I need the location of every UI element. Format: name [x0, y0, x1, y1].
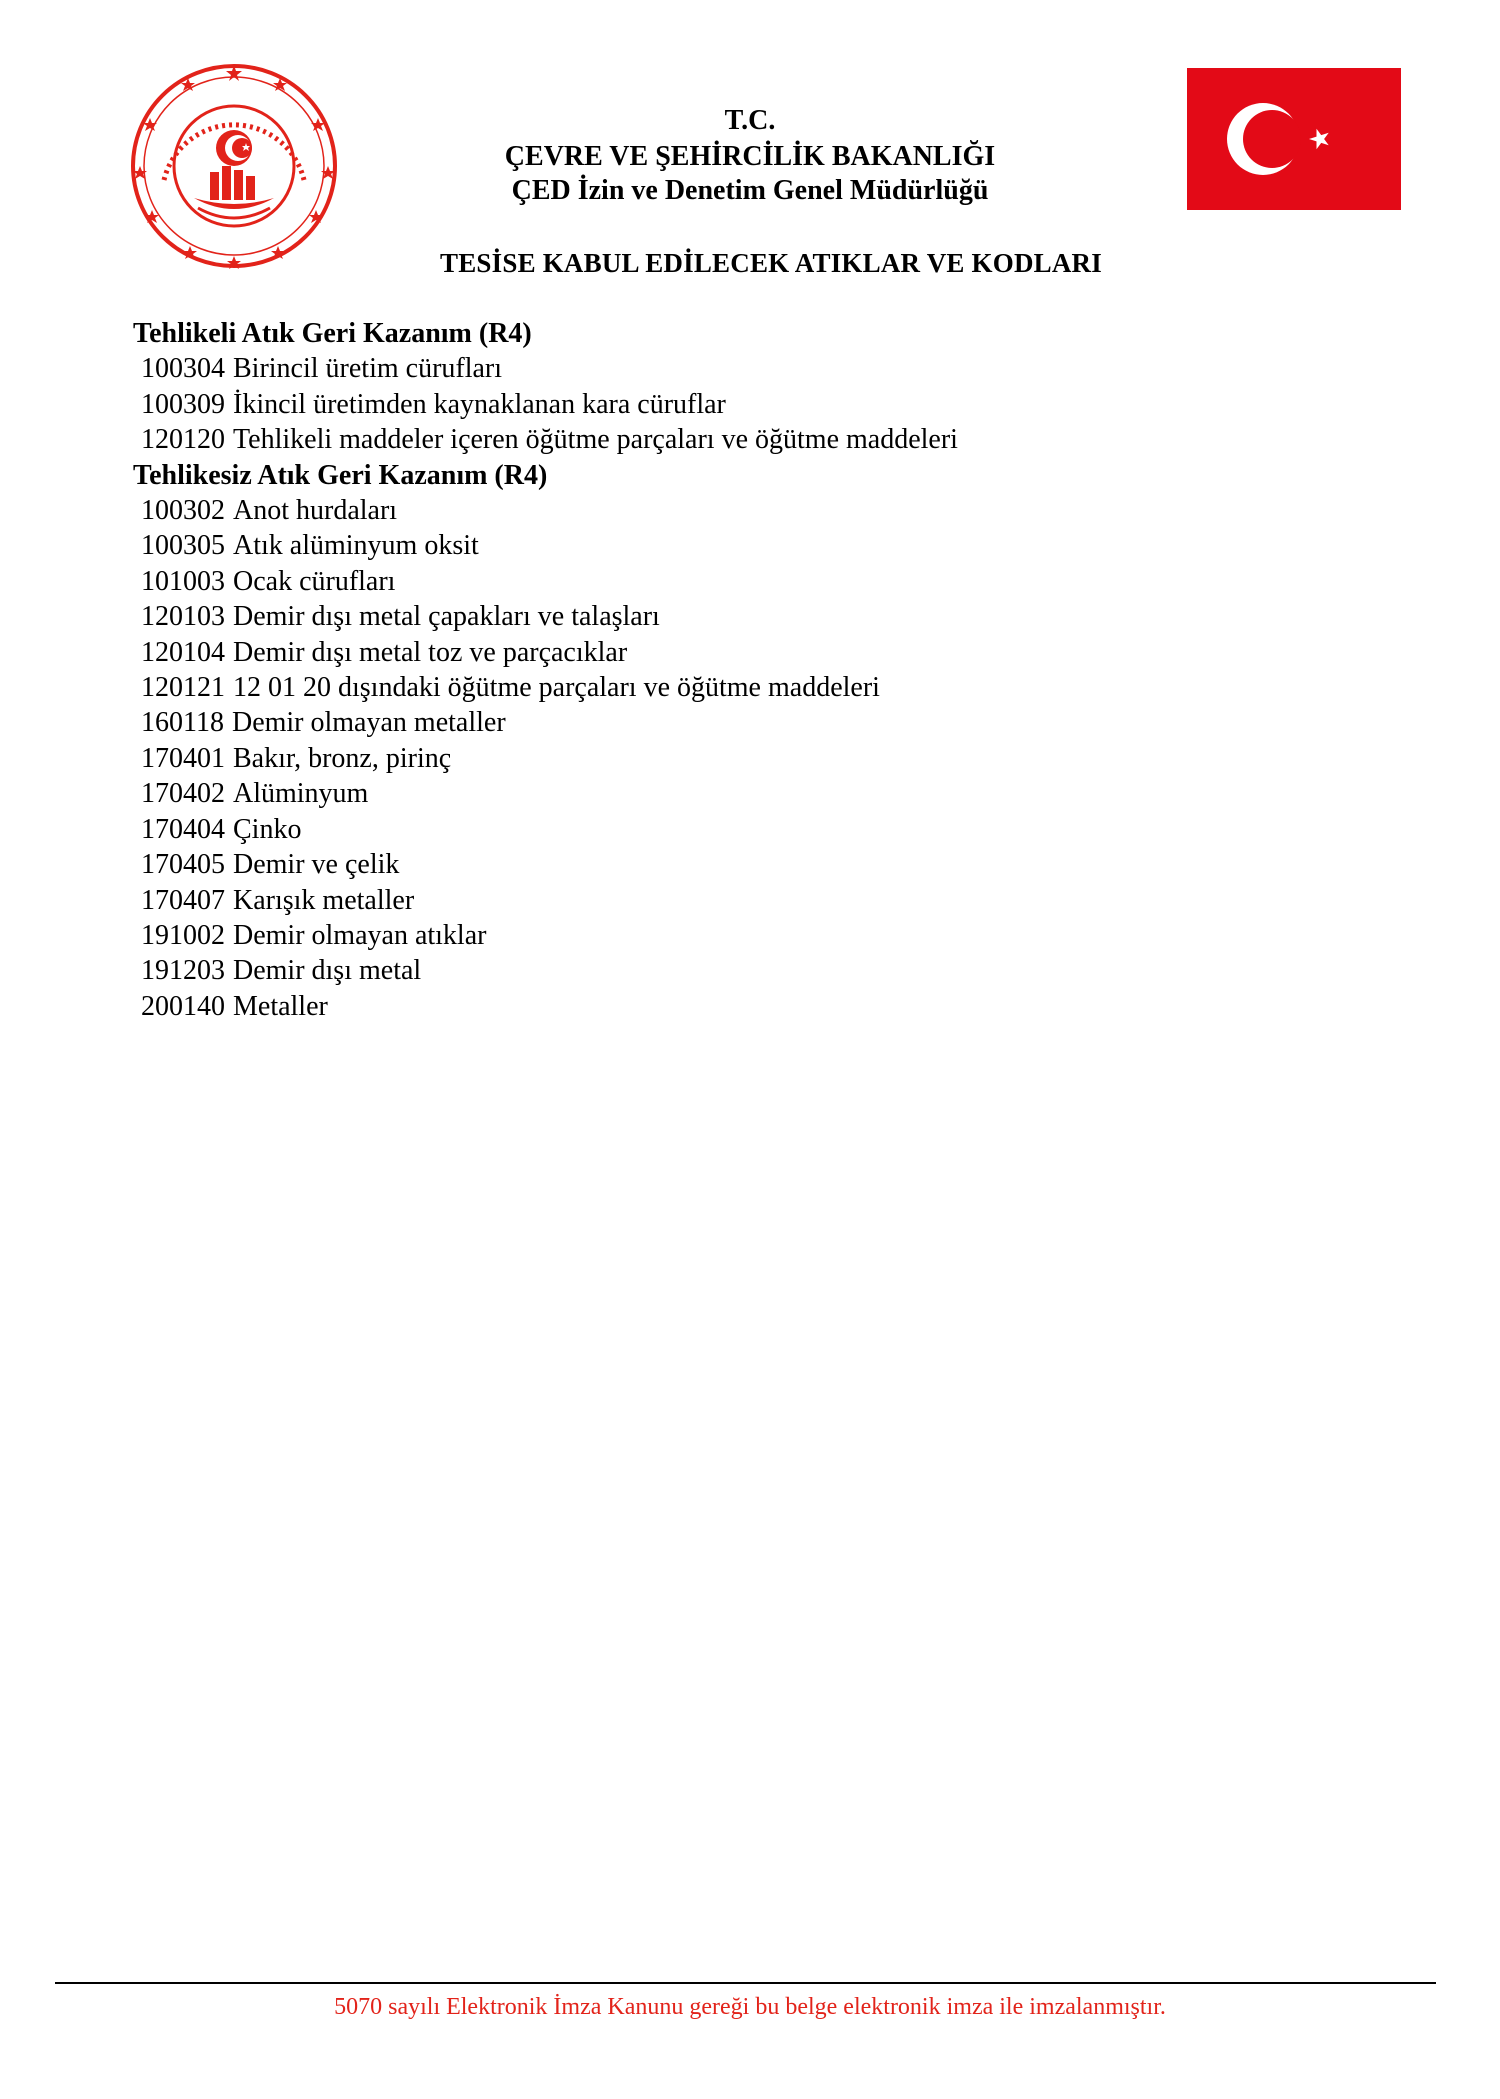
waste-name: Ocak cürufları	[233, 565, 396, 597]
waste-name: 12 01 20 dışındaki öğütme parçaları ve öğütme maddeleri	[233, 672, 880, 704]
waste-code: 170402	[141, 778, 225, 810]
list-item	[133, 741, 1383, 776]
section-hazardous	[133, 316, 1383, 458]
waste-code: 120121	[141, 672, 225, 704]
document-title: TESİSE KABUL EDİLECEK ATIKLAR VE KODLARI	[440, 248, 1102, 278]
waste-code: 200140	[141, 990, 225, 1022]
header-line-tc: T.C.	[724, 105, 776, 136]
list-item	[133, 953, 1383, 988]
list-item	[133, 776, 1383, 811]
waste-name: Metaller	[233, 990, 328, 1022]
waste-code: 100309	[141, 388, 225, 420]
waste-code: 120103	[141, 601, 225, 633]
list-item	[133, 705, 1383, 740]
list-item	[133, 599, 1383, 634]
waste-code: 160118	[141, 707, 224, 739]
list-item	[133, 351, 1383, 386]
waste-code-list	[133, 316, 1383, 1024]
section-title: Tehlikesiz Atık Geri Kazanım (R4)	[133, 459, 548, 491]
waste-code: 170407	[141, 884, 225, 916]
waste-code: 170401	[141, 742, 225, 774]
header-directorate-name: ÇED İzin ve Denetim Genel Müdürlüğü	[511, 175, 989, 206]
list-item	[133, 883, 1383, 918]
e-signature-notice: 5070 sayılı Elektronik İmza Kanunu gereği bu belge elektronik imza ile imzalanmıştır.	[334, 1994, 1166, 2020]
list-item	[133, 422, 1383, 457]
list-item	[133, 812, 1383, 847]
waste-name: Bakır, bronz, pirinç	[233, 742, 452, 774]
list-item	[133, 528, 1383, 563]
waste-code: 100302	[141, 495, 225, 527]
waste-code: 191002	[141, 919, 225, 951]
waste-name: Demir dışı metal çapakları ve talaşları	[233, 601, 660, 633]
list-item	[133, 564, 1383, 599]
waste-name: İkincil üretimden kaynaklanan kara cüruflar	[233, 388, 726, 420]
waste-name: Tehlikeli maddeler içeren öğütme parçaları ve öğütme maddeleri	[233, 424, 958, 456]
list-item	[133, 493, 1383, 528]
waste-code: 120120	[141, 424, 225, 456]
list-item	[133, 918, 1383, 953]
footer-divider	[55, 1982, 1436, 1984]
section-title: Tehlikeli Atık Geri Kazanım (R4)	[133, 318, 532, 349]
waste-name: Anot hurdaları	[233, 495, 398, 527]
waste-code: 191203	[141, 955, 225, 987]
list-item	[133, 635, 1383, 670]
section-non-hazardous	[133, 458, 1383, 1025]
waste-name: Çinko	[233, 813, 302, 845]
waste-name: Birincil üretim cürufları	[233, 353, 503, 385]
waste-name: Demir dışı metal	[233, 955, 422, 987]
waste-name: Karışık metaller	[233, 884, 415, 916]
waste-name: Alüminyum	[233, 778, 369, 810]
list-item	[133, 670, 1383, 705]
waste-code: 101003	[141, 565, 225, 597]
waste-name: Atık alüminyum oksit	[233, 530, 479, 562]
waste-name: Demir olmayan atıklar	[233, 919, 487, 951]
list-item	[133, 387, 1383, 422]
waste-code: 100305	[141, 530, 225, 562]
waste-code: 100304	[141, 353, 225, 385]
waste-code: 120104	[141, 636, 225, 668]
waste-code: 170405	[141, 849, 225, 881]
waste-code: 170404	[141, 813, 225, 845]
letterhead	[0, 104, 1500, 208]
list-item	[133, 989, 1383, 1024]
header-ministry-name: ÇEVRE VE ŞEHİRCİLİK BAKANLIĞI	[504, 141, 996, 172]
waste-name: Demir dışı metal toz ve parçacıklar	[233, 636, 628, 668]
list-item	[133, 847, 1383, 882]
waste-name: Demir ve çelik	[233, 849, 400, 881]
waste-name: Demir olmayan metaller	[231, 707, 506, 739]
